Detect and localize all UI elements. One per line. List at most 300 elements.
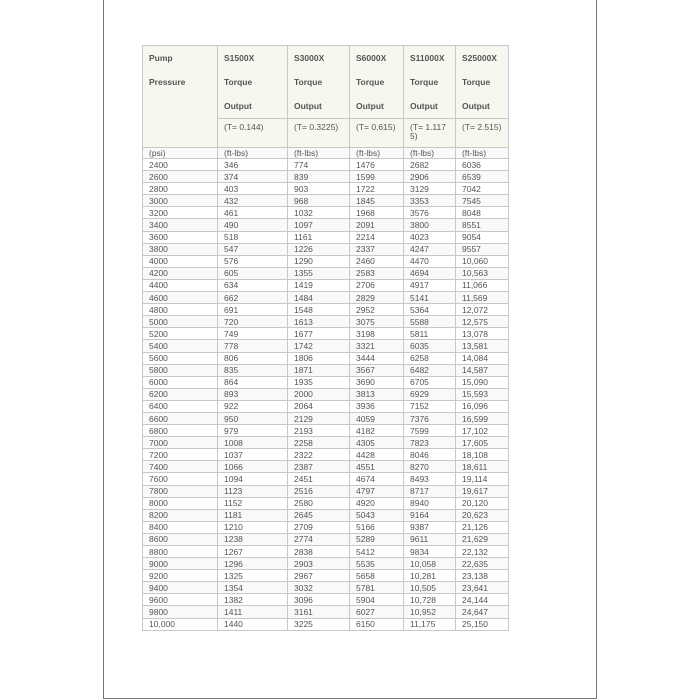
- torque-cell: 6929: [404, 388, 456, 400]
- pressure-cell: 7000: [143, 437, 218, 449]
- pressure-cell: 9800: [143, 606, 218, 618]
- table-row: [143, 316, 509, 328]
- torque-cell: 8046: [404, 449, 456, 461]
- pressure-cell: 3400: [143, 219, 218, 231]
- torque-cell: 2193: [288, 425, 350, 437]
- table-row: [143, 485, 509, 497]
- torque-cell: 1845: [350, 195, 404, 207]
- output-label: Output: [224, 101, 252, 111]
- torque-cell: 1476: [350, 159, 404, 171]
- table-row: [143, 231, 509, 243]
- torque-cell: 6482: [404, 364, 456, 376]
- torque-cell: 4920: [350, 497, 404, 509]
- torque-cell: 1806: [288, 352, 350, 364]
- pressure-cell: 6200: [143, 388, 218, 400]
- table-row: [143, 497, 509, 509]
- torque-cell: 5141: [404, 292, 456, 304]
- pressure-cell: 9400: [143, 582, 218, 594]
- table-row: [143, 171, 509, 183]
- torque-factor: (T= 0.615): [350, 119, 404, 148]
- table-row: [143, 267, 509, 279]
- torque-cell: 1484: [288, 292, 350, 304]
- pressure-cell: 3000: [143, 195, 218, 207]
- torque-cell: 12,575: [456, 316, 509, 328]
- header-row: [143, 46, 509, 119]
- torque-cell: 1599: [350, 171, 404, 183]
- table-row: [143, 400, 509, 412]
- model-name: S3000X: [294, 53, 325, 63]
- table-row: [143, 449, 509, 461]
- torque-cell: 2460: [350, 255, 404, 267]
- torque-cell: 7042: [456, 183, 509, 195]
- torque-cell: 7152: [404, 400, 456, 412]
- table-row: [143, 509, 509, 521]
- torque-cell: 3353: [404, 195, 456, 207]
- torque-cell: 14,587: [456, 364, 509, 376]
- torque-cell: 1226: [288, 243, 350, 255]
- torque-cell: 10,060: [456, 255, 509, 267]
- torque-cell: 10,058: [404, 558, 456, 570]
- table-row: [143, 279, 509, 291]
- torque-label: Torque: [294, 77, 323, 87]
- torque-factor: (T= 0.144): [218, 119, 288, 148]
- table-row: [143, 292, 509, 304]
- torque-cell: 2645: [288, 509, 350, 521]
- table-row: [143, 521, 509, 533]
- torque-cell: 2322: [288, 449, 350, 461]
- torque-cell: 576: [218, 255, 288, 267]
- pressure-cell: 4400: [143, 279, 218, 291]
- model-header-s25000x: [456, 46, 509, 119]
- pressure-cell: 3200: [143, 207, 218, 219]
- torque-cell: 1968: [350, 207, 404, 219]
- torque-cell: 21,629: [456, 533, 509, 545]
- torque-cell: 10,563: [456, 267, 509, 279]
- torque-cell: 16,096: [456, 400, 509, 412]
- torque-cell: 5166: [350, 521, 404, 533]
- torque-cell: 6036: [456, 159, 509, 171]
- pressure-cell: 5600: [143, 352, 218, 364]
- unit-cell: (ft-lbs): [404, 148, 456, 159]
- torque-cell: 2129: [288, 412, 350, 424]
- unit-cell: (ft-lbs): [218, 148, 288, 159]
- torque-cell: 1935: [288, 376, 350, 388]
- pressure-cell: 4600: [143, 292, 218, 304]
- torque-cell: 19,114: [456, 473, 509, 485]
- torque-cell: 835: [218, 364, 288, 376]
- torque-cell: 7545: [456, 195, 509, 207]
- torque-cell: 1613: [288, 316, 350, 328]
- unit-cell: (psi): [143, 148, 218, 159]
- torque-cell: 1325: [218, 570, 288, 582]
- torque-cell: 2516: [288, 485, 350, 497]
- torque-cell: 1722: [350, 183, 404, 195]
- pressure-cell: 4200: [143, 267, 218, 279]
- torque-cell: 1355: [288, 267, 350, 279]
- torque-cell: 1238: [218, 533, 288, 545]
- output-label: Output: [410, 101, 438, 111]
- model-name: S25000X: [462, 53, 497, 63]
- torque-cell: 4917: [404, 279, 456, 291]
- pressure-cell: 6600: [143, 412, 218, 424]
- table-row: [143, 376, 509, 388]
- torque-cell: 3567: [350, 364, 404, 376]
- pressure-cell: 4800: [143, 304, 218, 316]
- torque-cell: 1419: [288, 279, 350, 291]
- torque-cell: 518: [218, 231, 288, 243]
- table-row: [143, 364, 509, 376]
- torque-cell: 10,505: [404, 582, 456, 594]
- torque-cell: 374: [218, 171, 288, 183]
- torque-cell: 2709: [288, 521, 350, 533]
- model-header-s11000x: [404, 46, 456, 119]
- torque-cell: 2706: [350, 279, 404, 291]
- pressure-cell: 9600: [143, 594, 218, 606]
- pressure-cell: 8000: [143, 497, 218, 509]
- torque-cell: 864: [218, 376, 288, 388]
- torque-cell: 5658: [350, 570, 404, 582]
- torque-cell: 2337: [350, 243, 404, 255]
- torque-cell: 1548: [288, 304, 350, 316]
- torque-cell: 12,072: [456, 304, 509, 316]
- torque-cell: 4694: [404, 267, 456, 279]
- torque-cell: 403: [218, 183, 288, 195]
- torque-cell: 3032: [288, 582, 350, 594]
- pressure-cell: 8200: [143, 509, 218, 521]
- torque-cell: 16,599: [456, 412, 509, 424]
- torque-cell: 22,132: [456, 546, 509, 558]
- torque-cell: 2906: [404, 171, 456, 183]
- pressure-cell: 6800: [143, 425, 218, 437]
- torque-cell: 7599: [404, 425, 456, 437]
- table-row: [143, 195, 509, 207]
- torque-cell: 1382: [218, 594, 288, 606]
- torque-cell: 8940: [404, 497, 456, 509]
- torque-cell: 9557: [456, 243, 509, 255]
- torque-cell: 6258: [404, 352, 456, 364]
- torque-cell: 1677: [288, 328, 350, 340]
- pressure-cell: 7800: [143, 485, 218, 497]
- model-name: S6000X: [356, 53, 387, 63]
- torque-cell: 1267: [218, 546, 288, 558]
- output-label: Output: [294, 101, 322, 111]
- torque-cell: 5289: [350, 533, 404, 545]
- torque-cell: 1210: [218, 521, 288, 533]
- table-row: [143, 255, 509, 267]
- table-row: [143, 352, 509, 364]
- table-row: [143, 533, 509, 545]
- torque-cell: 1066: [218, 461, 288, 473]
- torque-cell: 20,120: [456, 497, 509, 509]
- model-name: S1500X: [224, 53, 255, 63]
- torque-cell: 5535: [350, 558, 404, 570]
- torque-cell: 4059: [350, 412, 404, 424]
- table-row: [143, 570, 509, 582]
- model-header-s6000x: [350, 46, 404, 119]
- units-row: [143, 148, 509, 159]
- torque-cell: 9611: [404, 533, 456, 545]
- torque-cell: 1152: [218, 497, 288, 509]
- torque-cell: 3936: [350, 400, 404, 412]
- torque-cell: 605: [218, 267, 288, 279]
- table-row: [143, 594, 509, 606]
- table-row: [143, 558, 509, 570]
- pressure-cell: 5200: [143, 328, 218, 340]
- torque-cell: 8717: [404, 485, 456, 497]
- torque-cell: 346: [218, 159, 288, 171]
- torque-label: Torque: [462, 77, 491, 87]
- torque-cell: 4023: [404, 231, 456, 243]
- torque-cell: 4428: [350, 449, 404, 461]
- torque-cell: 14,084: [456, 352, 509, 364]
- torque-cell: 2838: [288, 546, 350, 558]
- torque-cell: 720: [218, 316, 288, 328]
- torque-cell: 15,593: [456, 388, 509, 400]
- torque-cell: 979: [218, 425, 288, 437]
- torque-cell: 19,617: [456, 485, 509, 497]
- torque-cell: 6539: [456, 171, 509, 183]
- torque-cell: 10,952: [404, 606, 456, 618]
- torque-cell: 5781: [350, 582, 404, 594]
- torque-cell: 17,102: [456, 425, 509, 437]
- pressure-cell: 8400: [143, 521, 218, 533]
- torque-cell: 11,569: [456, 292, 509, 304]
- pressure-cell: 8800: [143, 546, 218, 558]
- torque-output-table: [142, 45, 509, 631]
- torque-cell: 2258: [288, 437, 350, 449]
- torque-cell: 7823: [404, 437, 456, 449]
- table-row: [143, 328, 509, 340]
- torque-cell: 9387: [404, 521, 456, 533]
- torque-cell: 2214: [350, 231, 404, 243]
- pressure-cell: 9200: [143, 570, 218, 582]
- torque-cell: 7376: [404, 412, 456, 424]
- table-row: [143, 546, 509, 558]
- table-row: [143, 159, 509, 171]
- torque-cell: 922: [218, 400, 288, 412]
- torque-cell: 1290: [288, 255, 350, 267]
- pump-pressure-header: [143, 46, 218, 148]
- torque-cell: 22,635: [456, 558, 509, 570]
- torque-cell: 547: [218, 243, 288, 255]
- torque-cell: 23,641: [456, 582, 509, 594]
- torque-cell: 3129: [404, 183, 456, 195]
- torque-cell: 3800: [404, 219, 456, 231]
- pressure-cell: 2800: [143, 183, 218, 195]
- torque-cell: 2829: [350, 292, 404, 304]
- pressure-cell: 9000: [143, 558, 218, 570]
- torque-cell: 6150: [350, 618, 404, 630]
- table-row: [143, 340, 509, 352]
- torque-cell: 11,066: [456, 279, 509, 291]
- pump-label: Pump: [149, 53, 173, 63]
- torque-cell: 950: [218, 412, 288, 424]
- model-name: S11000X: [410, 53, 445, 63]
- pressure-cell: 7200: [143, 449, 218, 461]
- torque-cell: 9164: [404, 509, 456, 521]
- torque-cell: 4797: [350, 485, 404, 497]
- output-label: Output: [356, 101, 384, 111]
- table-row: [143, 425, 509, 437]
- torque-cell: 691: [218, 304, 288, 316]
- torque-cell: 893: [218, 388, 288, 400]
- torque-cell: 1097: [288, 219, 350, 231]
- torque-cell: 13,078: [456, 328, 509, 340]
- torque-cell: 1181: [218, 509, 288, 521]
- pressure-cell: 5800: [143, 364, 218, 376]
- torque-cell: 1094: [218, 473, 288, 485]
- torque-cell: 21,126: [456, 521, 509, 533]
- torque-cell: 17,605: [456, 437, 509, 449]
- torque-cell: 4182: [350, 425, 404, 437]
- torque-cell: 968: [288, 195, 350, 207]
- torque-cell: 9054: [456, 231, 509, 243]
- torque-cell: 2387: [288, 461, 350, 473]
- torque-cell: 662: [218, 292, 288, 304]
- torque-cell: 4674: [350, 473, 404, 485]
- torque-label: Torque: [224, 77, 253, 87]
- torque-cell: 2967: [288, 570, 350, 582]
- torque-cell: 6035: [404, 340, 456, 352]
- unit-cell: (ft-lbs): [350, 148, 404, 159]
- pressure-cell: 2600: [143, 171, 218, 183]
- torque-cell: 3321: [350, 340, 404, 352]
- torque-cell: 24,144: [456, 594, 509, 606]
- torque-cell: 10,728: [404, 594, 456, 606]
- torque-label: Torque: [410, 77, 439, 87]
- torque-cell: 4247: [404, 243, 456, 255]
- torque-cell: 8493: [404, 473, 456, 485]
- pressure-cell: 3800: [143, 243, 218, 255]
- torque-cell: 778: [218, 340, 288, 352]
- torque-cell: 2064: [288, 400, 350, 412]
- pressure-cell: 5400: [143, 340, 218, 352]
- torque-label: Torque: [356, 77, 385, 87]
- torque-cell: 461: [218, 207, 288, 219]
- torque-cell: 2583: [350, 267, 404, 279]
- torque-cell: 9834: [404, 546, 456, 558]
- torque-cell: 4305: [350, 437, 404, 449]
- pressure-cell: 10,000: [143, 618, 218, 630]
- torque-cell: 5364: [404, 304, 456, 316]
- pressure-cell: 7600: [143, 473, 218, 485]
- torque-cell: 2682: [404, 159, 456, 171]
- torque-cell: 2091: [350, 219, 404, 231]
- torque-cell: 5811: [404, 328, 456, 340]
- table-row: [143, 473, 509, 485]
- torque-cell: 3813: [350, 388, 404, 400]
- torque-cell: 1354: [218, 582, 288, 594]
- torque-cell: 11,175: [404, 618, 456, 630]
- torque-cell: 3225: [288, 618, 350, 630]
- torque-cell: 1161: [288, 231, 350, 243]
- torque-cell: 18,611: [456, 461, 509, 473]
- table-row: [143, 388, 509, 400]
- output-label: Output: [462, 101, 490, 111]
- torque-cell: 6705: [404, 376, 456, 388]
- torque-cell: 2952: [350, 304, 404, 316]
- unit-cell: (ft-lbs): [456, 148, 509, 159]
- table-row: [143, 243, 509, 255]
- torque-cell: 1411: [218, 606, 288, 618]
- torque-cell: 1296: [218, 558, 288, 570]
- torque-cell: 20,623: [456, 509, 509, 521]
- torque-cell: 13,581: [456, 340, 509, 352]
- torque-cell: 839: [288, 171, 350, 183]
- torque-cell: 15,090: [456, 376, 509, 388]
- torque-cell: 24,647: [456, 606, 509, 618]
- torque-cell: 1037: [218, 449, 288, 461]
- table-row: [143, 606, 509, 618]
- torque-cell: 2000: [288, 388, 350, 400]
- torque-cell: 8270: [404, 461, 456, 473]
- table-row: [143, 582, 509, 594]
- table-row: [143, 207, 509, 219]
- torque-cell: 1742: [288, 340, 350, 352]
- torque-cell: 10,281: [404, 570, 456, 582]
- torque-cell: 3161: [288, 606, 350, 618]
- torque-factor: (T= 1.117 5): [404, 119, 456, 148]
- torque-cell: 1871: [288, 364, 350, 376]
- torque-cell: 2580: [288, 497, 350, 509]
- torque-cell: 4470: [404, 255, 456, 267]
- torque-cell: 490: [218, 219, 288, 231]
- pressure-label: Pressure: [149, 77, 186, 87]
- table-row: [143, 412, 509, 424]
- table-row: [143, 304, 509, 316]
- torque-cell: 432: [218, 195, 288, 207]
- torque-cell: 5043: [350, 509, 404, 521]
- torque-factor: (T= 2.515): [456, 119, 509, 148]
- torque-cell: 3198: [350, 328, 404, 340]
- pressure-cell: 4000: [143, 255, 218, 267]
- table-body: [143, 148, 509, 631]
- torque-cell: 2451: [288, 473, 350, 485]
- torque-cell: 749: [218, 328, 288, 340]
- pressure-cell: 6400: [143, 400, 218, 412]
- torque-cell: 1008: [218, 437, 288, 449]
- model-header-s3000x: [288, 46, 350, 119]
- pressure-cell: 5000: [143, 316, 218, 328]
- torque-cell: 23,138: [456, 570, 509, 582]
- torque-cell: 8551: [456, 219, 509, 231]
- torque-cell: 2903: [288, 558, 350, 570]
- torque-cell: 774: [288, 159, 350, 171]
- model-header-s1500x: [218, 46, 288, 119]
- pressure-cell: 2400: [143, 159, 218, 171]
- table-row: [143, 219, 509, 231]
- torque-cell: 3444: [350, 352, 404, 364]
- torque-cell: 5412: [350, 546, 404, 558]
- torque-cell: 1032: [288, 207, 350, 219]
- torque-cell: 18,108: [456, 449, 509, 461]
- torque-cell: 806: [218, 352, 288, 364]
- pressure-cell: 6000: [143, 376, 218, 388]
- torque-cell: 3096: [288, 594, 350, 606]
- torque-cell: 5588: [404, 316, 456, 328]
- torque-cell: 1123: [218, 485, 288, 497]
- torque-factor: (T= 0.3225): [288, 119, 350, 148]
- table-row: [143, 618, 509, 630]
- torque-cell: 3690: [350, 376, 404, 388]
- torque-cell: 8048: [456, 207, 509, 219]
- torque-cell: 5904: [350, 594, 404, 606]
- torque-cell: 903: [288, 183, 350, 195]
- torque-cell: 1440: [218, 618, 288, 630]
- torque-cell: 2774: [288, 533, 350, 545]
- table-row: [143, 437, 509, 449]
- torque-cell: 4551: [350, 461, 404, 473]
